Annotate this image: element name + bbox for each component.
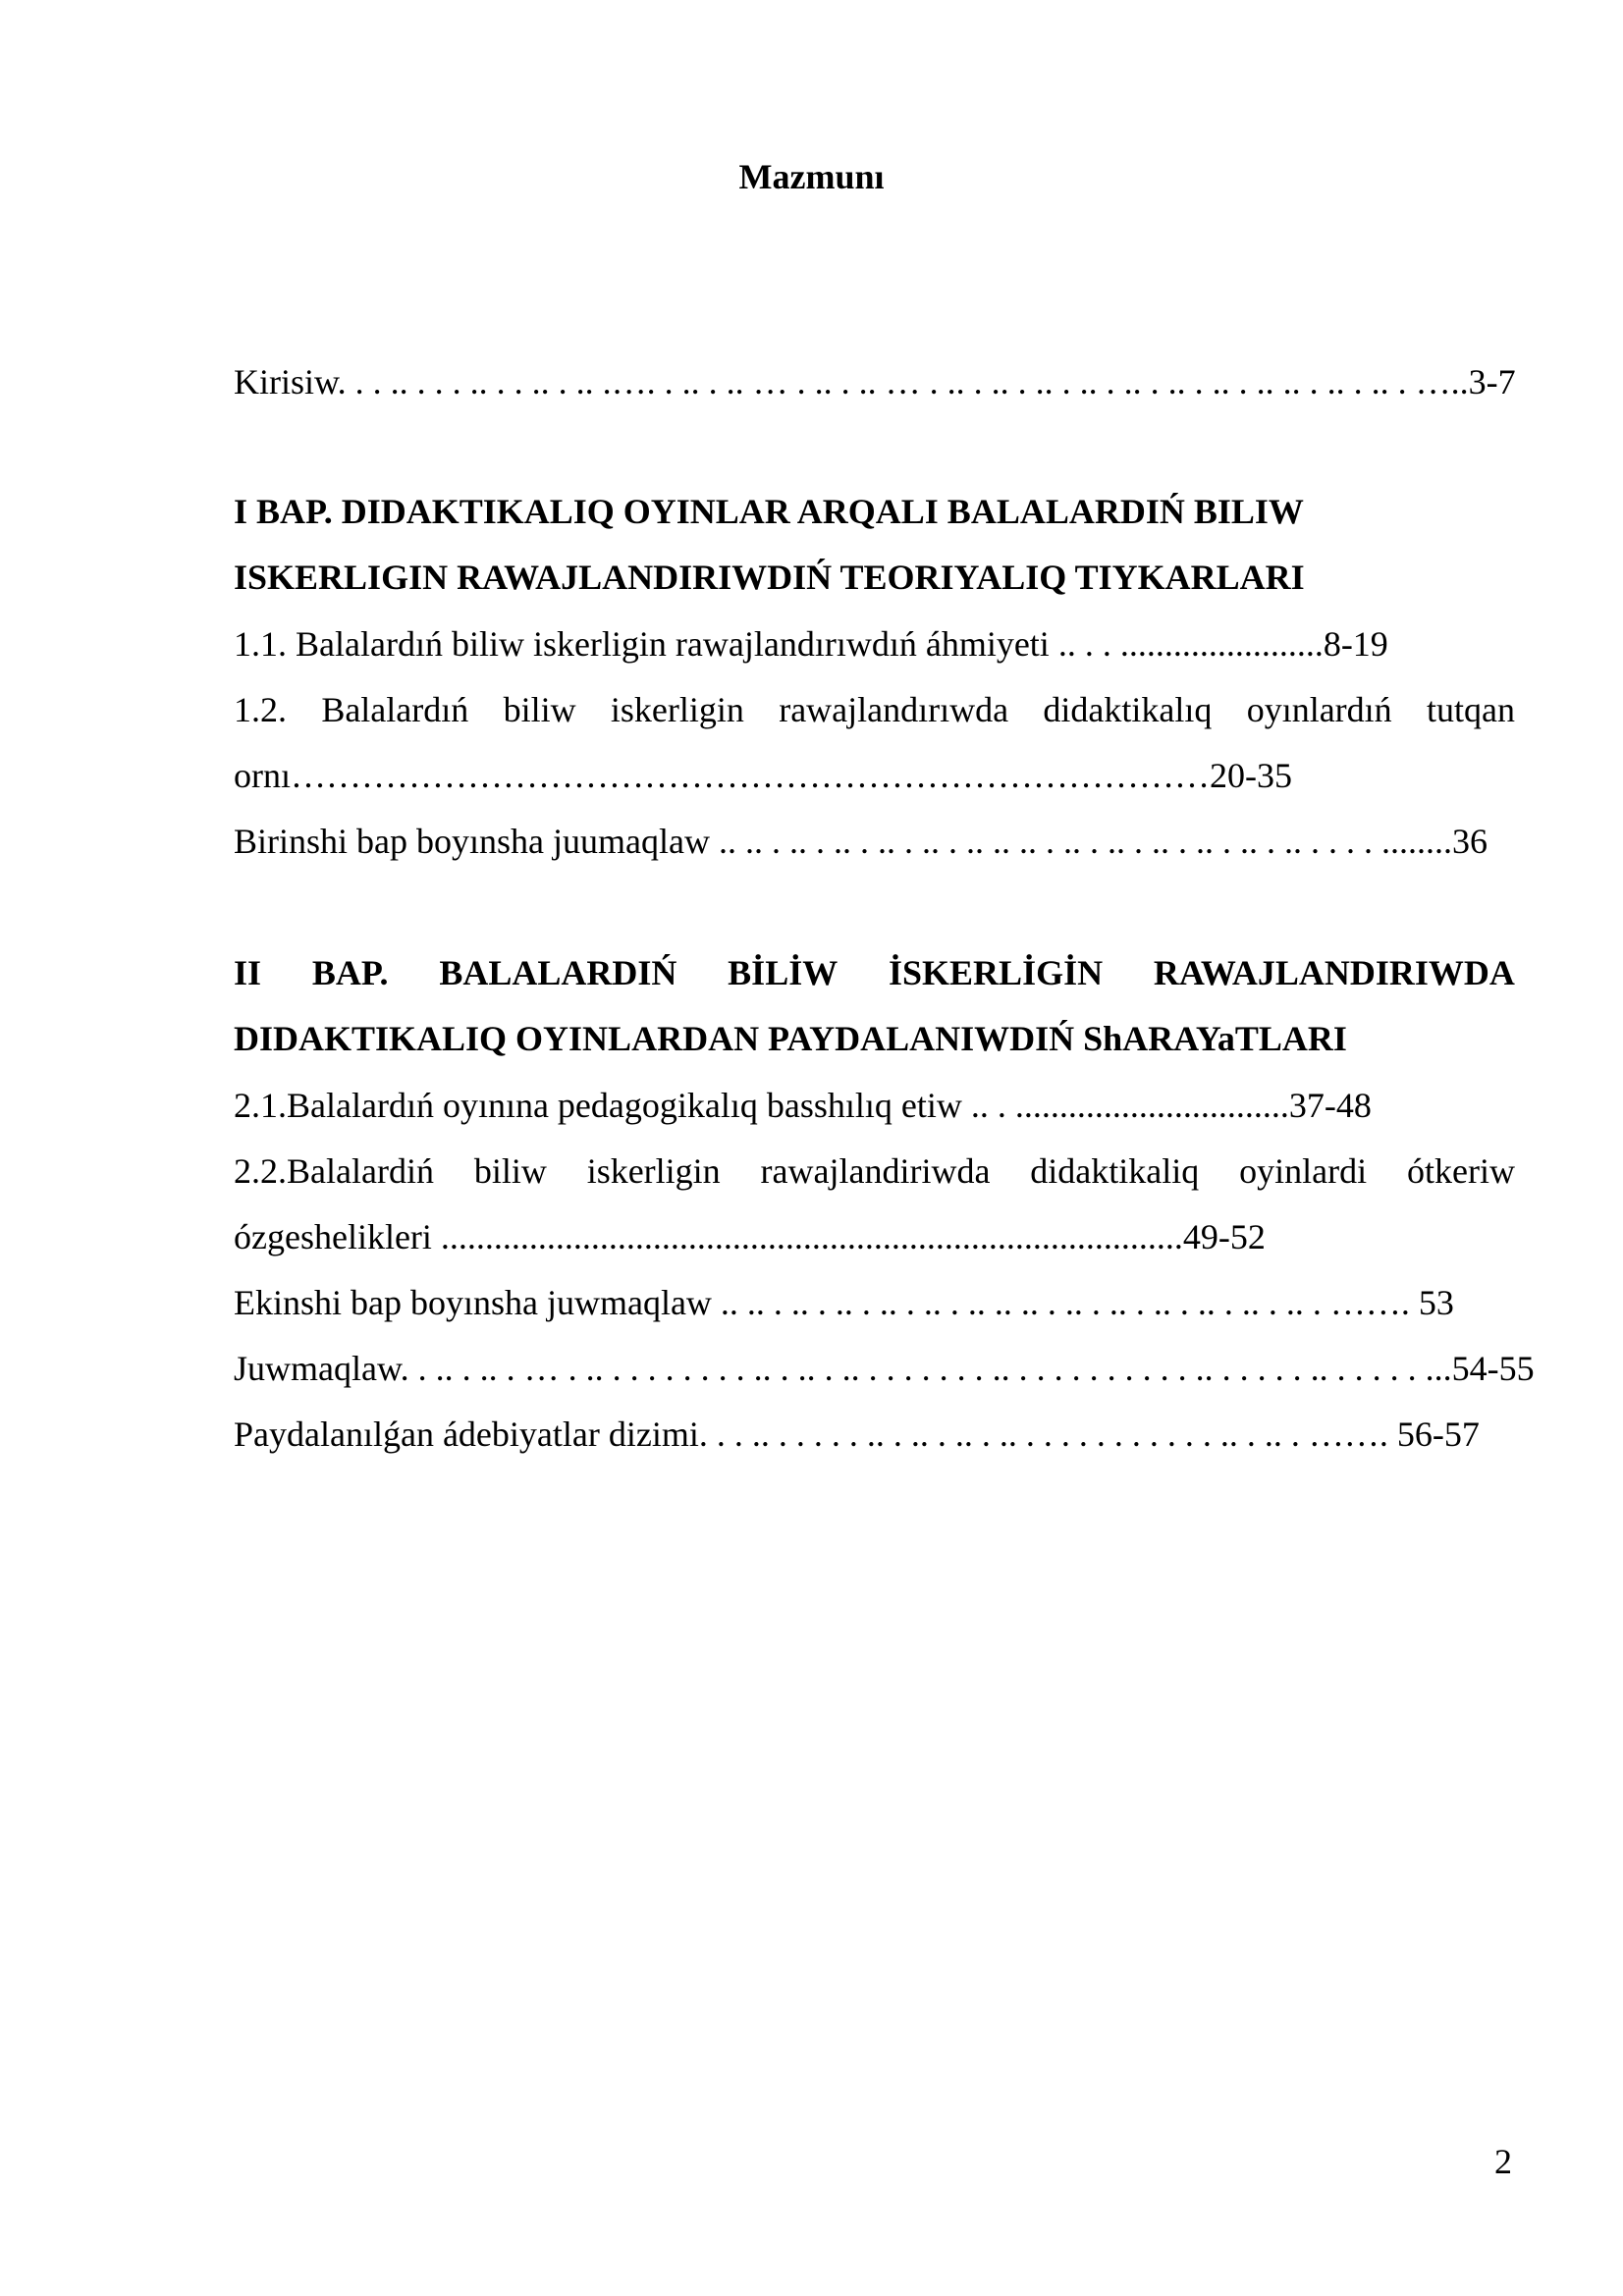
heading-word: BAP. bbox=[311, 953, 389, 992]
heading-word: BALALARDIŃ bbox=[439, 953, 677, 992]
toc-entry-section-2-2-line-1 bbox=[234, 1148, 1515, 1195]
toc-entry-chapter-1-summary: Birinshi bap boyınsha juumaqlaw .. .. . .. . .. . .. . .. . .. .. .. . .. . .. . .. . .. . .. . .. . . . . ........36 bbox=[234, 822, 1488, 861]
toc-entry-section-2-2-line-2: ózgeshelikleri ....................................................................................49-52 bbox=[234, 1217, 1266, 1256]
toc-word: iskerligin bbox=[610, 690, 744, 729]
toc-entry-section-1-2-line-2: ornı……………………………………………………………………20-35 bbox=[234, 756, 1292, 795]
chapter-1-heading-line-1: I BAP. DIDAKTIKALIQ OYINLAR ARQALI BALALARDIŃ BILIW bbox=[234, 492, 1304, 531]
toc-word: iskerligin bbox=[586, 1151, 721, 1191]
toc-word: biliw bbox=[473, 1151, 547, 1191]
page-number: 2 bbox=[1494, 2142, 1512, 2181]
toc-entry-section-2-1: 2.1.Balalardıń oyınına pedagogikalıq basshılıq etiw .. . ...............................37-48 bbox=[234, 1086, 1372, 1125]
toc-word: 1.2. bbox=[234, 690, 287, 729]
chapter-2-heading-line-2: DIDAKTIKALIQ OYINLARDAN PAYDALANIWDIŃ ShARAYaTLARI bbox=[234, 1019, 1347, 1058]
toc-word: ótkeriw bbox=[1406, 1151, 1515, 1191]
toc-entry-section-1-2-line-1 bbox=[234, 686, 1515, 733]
chapter-2-heading-line-1 bbox=[234, 949, 1515, 996]
toc-word: rawajlandırıwda bbox=[779, 690, 1009, 729]
toc-word: biliw bbox=[503, 690, 576, 729]
toc-entry-conclusion: Juwmaqlaw. . .. . .. . … . .. . . . . . . . . .. . .. . .. . . . . . . . .. . . . . . . . . . . .. . . . . . .. . . . . . ...54-55 bbox=[234, 1349, 1535, 1388]
toc-entry-chapter-2-summary: Ekinshi bap boyınsha juwmaqlaw .. .. . .. . .. . .. . .. . .. .. .. . .. . .. . .. . .. . .. . .. . ……. 53 bbox=[234, 1283, 1454, 1322]
chapter-1-heading-line-2: ISKERLIGIN RAWAJLANDIRIWDIŃ TEORIYALIQ TIYKARLARI bbox=[234, 558, 1305, 597]
heading-word: II bbox=[234, 953, 262, 992]
toc-word: tutqan bbox=[1427, 690, 1515, 729]
toc-word: Balalardıń bbox=[321, 690, 469, 729]
toc-word: oyinlardi bbox=[1239, 1151, 1368, 1191]
toc-entry-references: Paydalanılǵan ádebiyatlar dizimi. . . .. . . . . . .. . .. . .. . .. . . . . . . . . . . . .. . .. . ……. 56-57 bbox=[234, 1415, 1480, 1454]
toc-entry-section-1-1: 1.1. Balalardıń biliw iskerligin rawajlandırıwdıń áhmiyeti .. . . .......................8-19 bbox=[234, 624, 1388, 664]
page-title: Mazmunı bbox=[738, 157, 885, 196]
toc-word: oyınlardıń bbox=[1246, 690, 1392, 729]
toc-entry-introduction: Kirisiw. . . .. . . . .. . . .. . .. .…. . .. . .. … . .. . .. … . .. . .. . .. . .. . .. . .. . .. . .. .. . .. . .. . …..3-7 bbox=[234, 362, 1516, 401]
toc-word: didaktikalıq bbox=[1043, 690, 1213, 729]
heading-word: BİLİW bbox=[728, 953, 839, 992]
heading-word: İSKERLİGİN bbox=[889, 953, 1104, 992]
toc-word: 2.2.Balalardiń bbox=[234, 1151, 434, 1191]
toc-word: didaktikaliq bbox=[1030, 1151, 1200, 1191]
heading-word: RAWAJLANDIRIWDA bbox=[1153, 953, 1515, 992]
toc-word: rawajlandiriwda bbox=[760, 1151, 991, 1191]
